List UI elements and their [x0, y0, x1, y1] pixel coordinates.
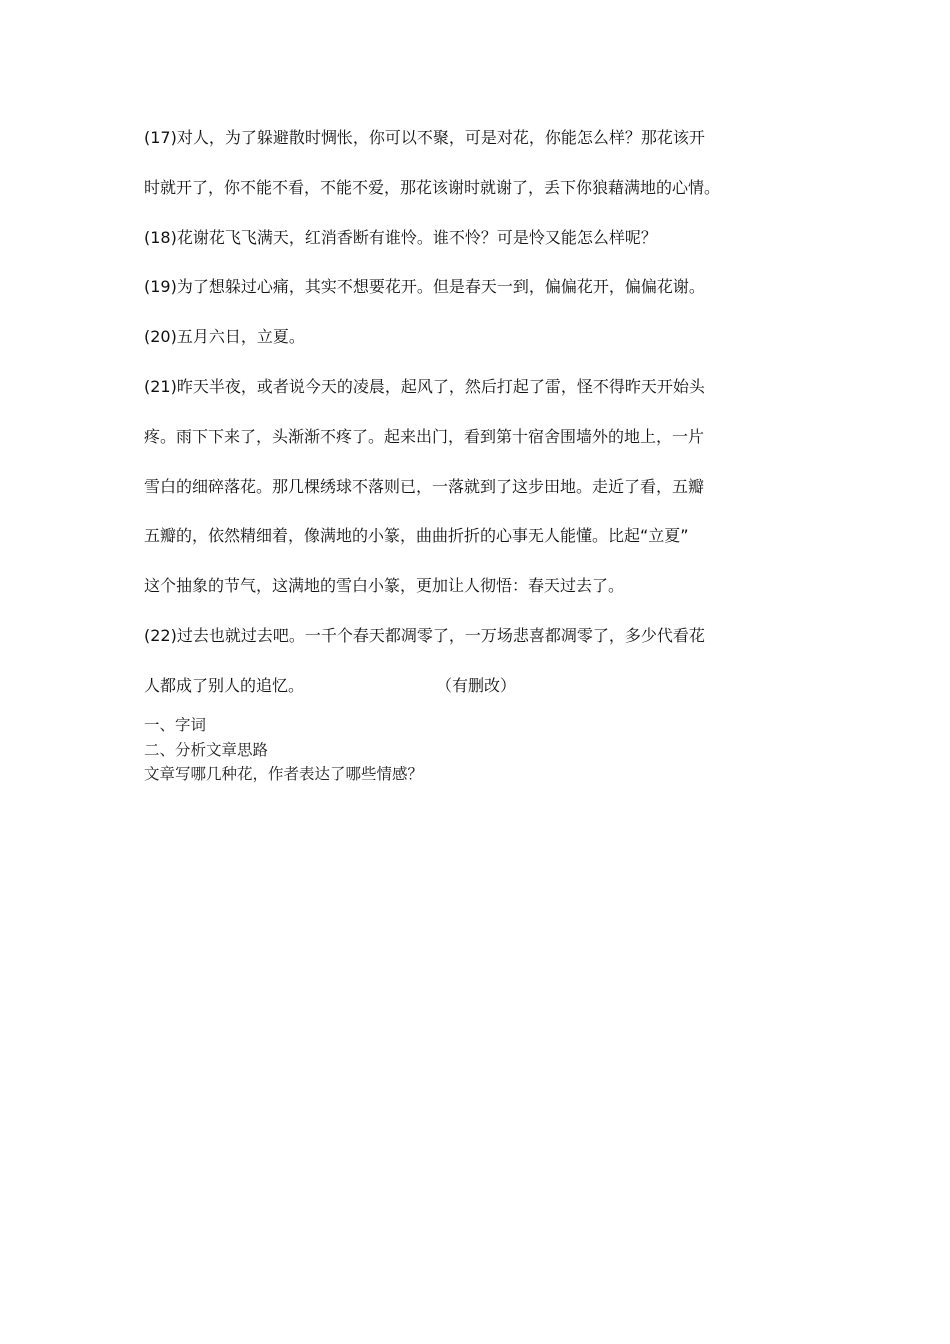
- question-item: 一、字词: [144, 716, 207, 734]
- paragraph-line: (18)花谢花飞飞满天，红消香断有谁怜。谁不怜？可是怜又能怎么样呢？: [144, 227, 657, 247]
- paragraph-line-last: [144, 666, 740, 716]
- paragraph-line: (20)五月六日，立夏。: [144, 327, 305, 347]
- paragraph-line: 疼。雨下下来了，头渐渐不疼了。起来出门，看到第十宿舍围墙外的地上，一片: [144, 426, 705, 446]
- question-item: 二、分析文章思路: [144, 740, 269, 759]
- paragraph-line: (22)过去也就过去吧。一千个春天都凋零了，一万场悲喜都凋零了，多少代看花: [144, 625, 705, 645]
- last-line-text: 人都成了别人的追忆。: [144, 675, 305, 695]
- edit-remark: （有删改）: [436, 675, 517, 695]
- paragraph-line: (19)为了想躲过心痛，其实不想要花开。但是春天一到，偏偏花开，偏偏花谢。: [144, 277, 705, 297]
- paragraph-line: 这个抽象的节气，这满地的雪白小篆，更加让人彻悟：春天过去了。: [144, 576, 625, 596]
- paragraph-line: (17)对人，为了躲避散时惆怅，你可以不聚，可是对花，你能怎么样？那花该开: [144, 128, 705, 147]
- question-item: 文章写哪几种花，作者表达了哪些情感？: [144, 765, 424, 783]
- paragraph-line: 五瓣的，依然精细着，像满地的小篆，曲曲折折的心事无人能懂。比起“立夏”: [144, 526, 689, 546]
- article-text: [144, 118, 740, 716]
- paragraph-line: 时就开了，你不能不看，不能不爱，那花该谢时就谢了，丢下你狼藉满地的心情。: [144, 177, 721, 197]
- paragraph-line: 雪白的细碎落花。那几棵绣球不落则已，一落就到了这步田地。走近了看，五瓣: [144, 476, 705, 496]
- question-list: [144, 713, 744, 787]
- paragraph-line: (21)昨天半夜，或者说今天的凌晨，起风了，然后打起了雷，怪不得昨天开始头: [144, 376, 705, 396]
